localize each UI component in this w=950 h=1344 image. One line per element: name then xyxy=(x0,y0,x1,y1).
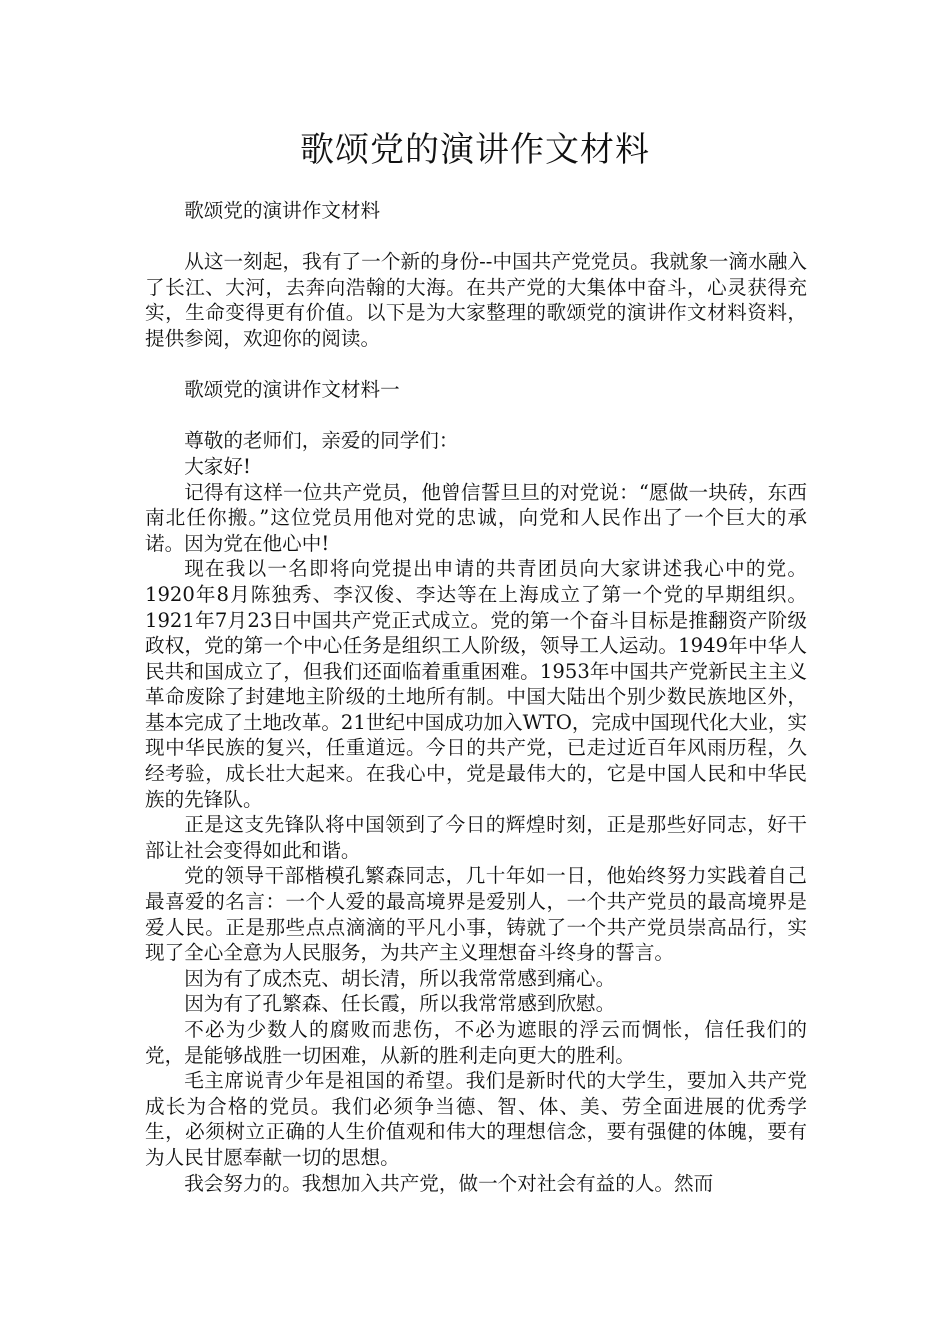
body-paragraph: 因为有了孔繁森、任长霞，所以我常常感到欣慰。 xyxy=(184,992,616,1016)
subtitle-paragraph: 歌颂党的演讲作文材料 xyxy=(184,199,381,222)
intro-paragraph: 从这一刻起，我有了一个新的身份--中国共产党党员。我就象一滴水融入了长江、大河，去奔向浩翰的大海。在共产党的大集体中奋斗，心灵获得充实，生命变得更有价值。以下是为大家整理的歌颂党的演讲作文材料资料，提供参阅，欢迎你的阅读。 xyxy=(145,250,807,350)
greeting-paragraph: 大家好! xyxy=(184,454,251,478)
salutation-paragraph: 尊敬的老师们，亲爱的同学们： xyxy=(184,429,459,453)
document-title: 歌颂党的演讲作文材料 xyxy=(300,130,650,170)
document-body xyxy=(145,198,807,1196)
body-paragraph: 党的领导干部楷模孔繁森同志，几十年如一日，他始终努力实践着自己最喜爱的名言：一个人爱的最高境界是爱别人，一个共产党员的最高境界是爱人民。正是那些点点滴滴的平凡小事，铸就了一个共产党员崇高品行，实现了全心全意为人民服务，为共产主义理想奋斗终身的誓言。 xyxy=(145,864,807,965)
body-paragraph: 记得有这样一位共产党员，他曾信誓旦旦的对党说：“愿做一块砖，东西南北任你搬。”这位党员用他对党的忠诚，向党和人民作出了一个巨大的承诺。因为党在他心中! xyxy=(145,480,807,555)
body-paragraph: 正是这支先锋队将中国领到了今日的辉煌时刻，正是那些好同志，好干部让社会变得如此和谐。 xyxy=(145,813,807,862)
body-paragraph: 我会努力的。我想加入共产党，做一个对社会有益的人。然而 xyxy=(184,1171,714,1195)
body-paragraph: 现在我以一名即将向党提出申请的共青团员向大家讲述我心中的党。1920年8月陈独秀、李汉俊、李达等在上海成立了第一个党的早期组织。1921年7月23日中国共产党正式成立。党的第一个奋斗目标是推翻资产阶级政权，党的第一个中心任务是组织工人阶级，领导工人运动。1949年中华人民共和国成立了，但我们还面临着重重困难。1953年中国共产党新民主主义革命废除了封建地主阶级的土地所有制。中国大陆出个别少数民族地区外，基本完成了土地改革。21世纪中国成功加入WTO，完成中国现代化大业，实现中华民族的复兴，任重道远。今日的共产党，已走过近百年风雨历程，久经考验，成长壮大起来。在我心中，党是最伟大的，它是中国人民和中华民族的先锋队。 xyxy=(145,557,808,811)
body-paragraph: 因为有了成杰克、胡长清，所以我常常感到痛心。 xyxy=(184,966,616,990)
section-heading: 歌颂党的演讲作文材料一 xyxy=(184,378,400,402)
body-paragraph: 毛主席说青少年是祖国的希望。我们是新时代的大学生，要加入共产党成长为合格的党员。我们必须争当德、智、体、美、劳全面进展的优秀学生，必须树立正确的人生价值观和伟大的理想信念，要有强健的体魄，要有为人民甘愿奉献一切的思想。 xyxy=(145,1069,807,1169)
body-paragraph: 不必为少数人的腐败而悲伤，不必为遮眼的浮云而惆怅，信任我们的党，是能够战胜一切困难，从新的胜利走向更大的胜利。 xyxy=(145,1018,807,1067)
